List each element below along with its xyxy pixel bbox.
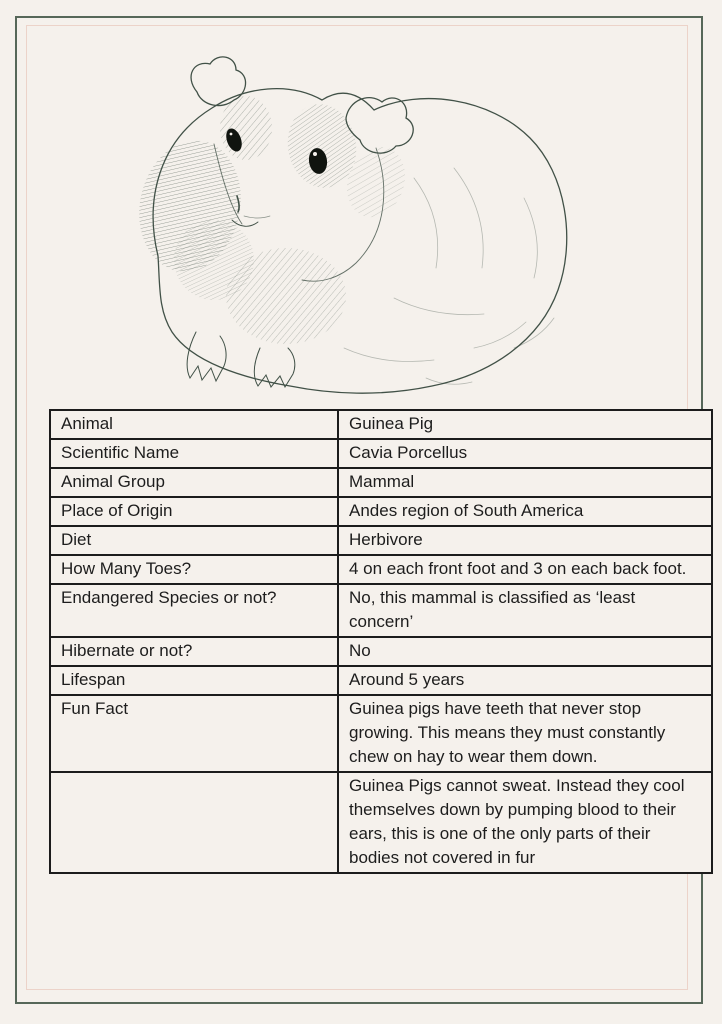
table-row (50, 666, 712, 695)
fact-value: Mammal (338, 468, 712, 497)
fact-value: Guinea pigs have teeth that never stop growing. This means they must constantly chew on hay to wear them down. (338, 695, 712, 772)
fact-value: Andes region of South America (338, 497, 712, 526)
fact-label: Animal Group (50, 468, 338, 497)
fact-label: Diet (50, 526, 338, 555)
front-foot-right (254, 348, 294, 387)
fur-shading (127, 96, 414, 344)
table-row (50, 695, 712, 772)
table-row (50, 468, 712, 497)
table-row (50, 497, 712, 526)
table-row (50, 772, 712, 873)
fact-label: Lifespan (50, 666, 338, 695)
fact-label: Animal (50, 410, 338, 439)
fact-value: Guinea Pigs cannot sweat. Instead they cool themselves down by pumping blood to their ears, this is one of the only parts of their bodies not covered in fur (338, 772, 712, 873)
table-row (50, 584, 712, 637)
guinea-pig-illustration (94, 48, 634, 398)
fact-label: Fun Fact (50, 695, 338, 772)
fact-value: Cavia Porcellus (338, 439, 712, 468)
left-ear (191, 57, 246, 106)
fact-value: Around 5 years (338, 666, 712, 695)
fact-value: No, this mammal is classified as ‘least concern’ (338, 584, 712, 637)
front-foot-left (187, 332, 226, 381)
fact-label: Endangered Species or not? (50, 584, 338, 637)
table-row (50, 555, 712, 584)
animal-fact-table (49, 409, 713, 874)
fact-value: Guinea Pig (338, 410, 712, 439)
fact-label: How Many Toes? (50, 555, 338, 584)
fact-value: No (338, 637, 712, 666)
table-row (50, 637, 712, 666)
fact-value: 4 on each front foot and 3 on each back foot. (338, 555, 712, 584)
fact-label: Place of Origin (50, 497, 338, 526)
table-row (50, 439, 712, 468)
fact-label (50, 772, 338, 873)
table-row (50, 526, 712, 555)
fact-label: Hibernate or not? (50, 637, 338, 666)
fact-label: Scientific Name (50, 439, 338, 468)
fact-value: Herbivore (338, 526, 712, 555)
table-row (50, 410, 712, 439)
